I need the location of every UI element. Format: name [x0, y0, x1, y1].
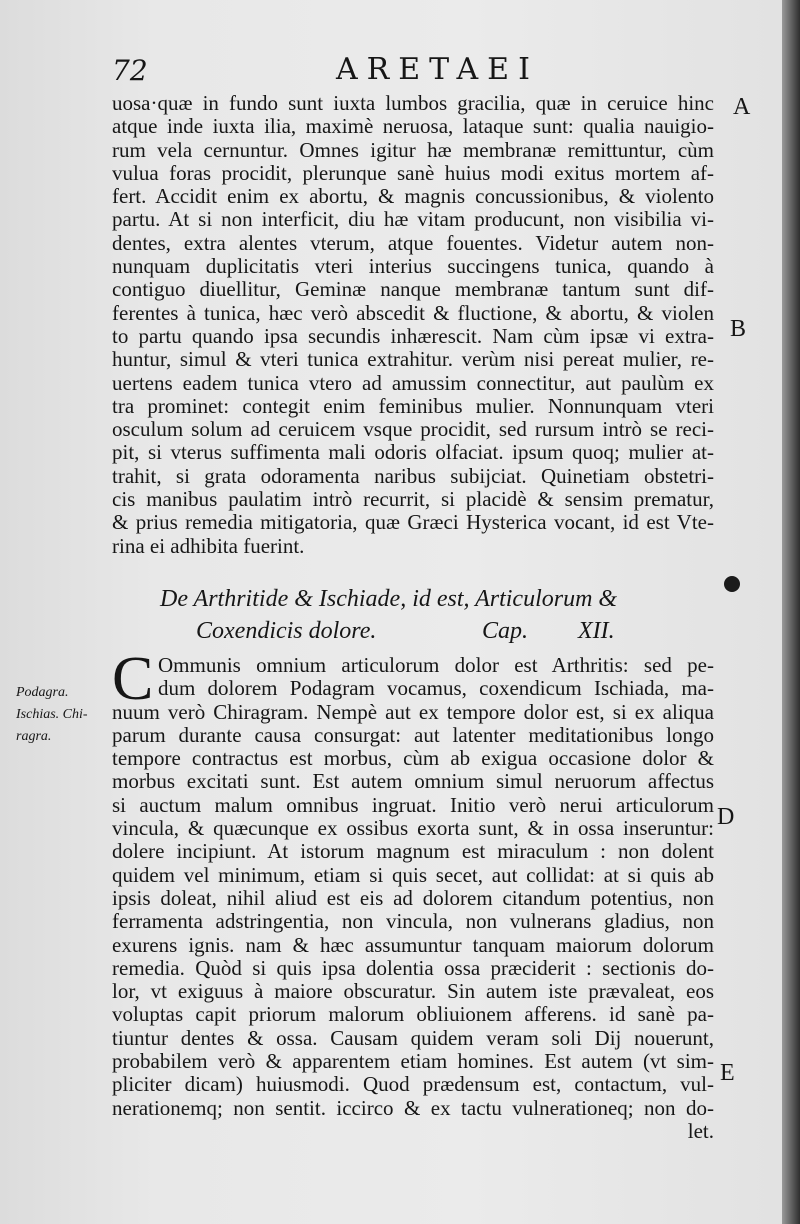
chapter-heading [160, 583, 680, 647]
text-line: vincula, & quæcunque ex ossibus exorta sunt, & in ossa inseruntur: [112, 817, 714, 841]
margin-note [16, 682, 116, 748]
text-line: parum durante causa consurgat: aut latenter meditationibus longo [112, 723, 714, 747]
text-line: quidem vel minimum, etiam si quis secet, aut collidat: at si quis ab [112, 863, 714, 887]
text-line: tra prominet: contegit enim feminibus mulier. Nonnunquam vteri [112, 394, 714, 418]
text-line: ferramenta adstringentia, non vincula, non vulnerans gladius, non [112, 910, 714, 934]
text-line: dentes, extra alentes vterum, atque fouentes. Videtur autem non- [112, 231, 714, 255]
margin-letter-b: B [730, 316, 747, 342]
text-line: contiguo diuellitur, Geminæ nanque membranæ tantum sunt dif- [112, 278, 714, 302]
chapter-cap-label: Cap. [482, 618, 529, 644]
text-line: fert. Accidit enim ex abortu, & magnis concussionibus, & violento [112, 185, 714, 209]
margin-letter-e: E [720, 1060, 735, 1086]
text-line: si auctum malum omnibus ingruat. Initio verò nerui articulorum [112, 793, 714, 817]
margin-note-line-3: ragra. [16, 729, 52, 744]
text-line: pliciter dicam) huiusmodi. Quod prædensum est, contactum, vul- [112, 1073, 714, 1097]
text-line: to partu quando ipsa secundis inhærescit. Nam cùm ipsæ vi extra- [112, 324, 714, 348]
text-line: morbus excitati sunt. Est autem omnium simul neruorum affectus [112, 770, 714, 794]
page-edge-shadow [782, 0, 800, 1224]
text-line: dolere incipiunt. At istorum magnum est miraculum : non dolent [112, 840, 714, 864]
text-line: lor, vt exiguus à maiore obscuratur. Sin autem iste prævaleat, eos [112, 980, 714, 1004]
drop-cap: C [112, 645, 154, 713]
margin-note-line-1: Podagra. [16, 685, 69, 700]
text-line: osculum solum ad ceruicem vsque procidit, sed rursum intrò se reci- [112, 418, 714, 442]
text-line: trahit, si grata odoramenta naribus subijciat. Quinetiam obstetri- [112, 464, 714, 488]
margin-letter-d: D [717, 804, 735, 830]
text-line: tiuntur dentes & ossa. Causam quidem veram soli Dij nouerunt, [112, 1026, 714, 1050]
margin-note-line-2: Ischias. Chi- [16, 707, 88, 722]
text-line: huntur, simul & vteri tunica extrahitur. verùm nisi pereat mulier, re- [112, 348, 714, 372]
text-line: remedia. Quòd si quis ipsa dolentia ossa præciderit : sectionis do- [112, 956, 714, 980]
text-line-final: let. [687, 1119, 714, 1143]
paragraph-2 [112, 701, 714, 1144]
paragraph-1 [112, 92, 714, 558]
chapter-heading-line-1: De Arthritide & Ischiade, id est, Articulorum & [160, 586, 618, 612]
page-header [0, 50, 782, 94]
text-line: uertens eadem tunica vtero ad amussim connectitur, aut paulùm ex [112, 371, 714, 395]
margin-letter-a: A [733, 94, 751, 120]
text-line: dum dolorem Podagram vocamus, coxendicum Ischiada, ma- [158, 677, 714, 701]
text-line: probabilem verò & apparentem etiam homines. Est autem (vt sim- [112, 1050, 714, 1074]
text-line: tempore contractus est morbus, cùm ab exigua occasione dolor & [112, 747, 714, 771]
text-line: rina ei adhibita fuerint. [112, 534, 305, 558]
paragraph-2-indented [158, 654, 714, 701]
text-line: exurens ignis. nam & hæc assumuntur tanquam maiorum dolorum [112, 933, 714, 957]
chapter-heading-line-2 [160, 615, 680, 647]
text-line: uosa·quæ in fundo sunt iuxta lumbos gracilia, quæ in ceruice hinc [112, 92, 714, 115]
text-line: nunquam duplicitatis vteri interius succingens tunica, quando à [112, 255, 714, 279]
text-line: partu. At si non interficit, diu hæ vitam producunt, non visibilia vi- [112, 208, 714, 232]
text-line: rum vela cernuntur. Omnes igitur hæ membranæ remittuntur, cùm [112, 138, 714, 162]
running-title: ARETAEI [336, 52, 539, 87]
text-line: ferentes à tunica, hæc verò abscedit & fluctione, & abortu, & violen [112, 301, 714, 325]
text-line: nerationemq; non sentit. iccirco & ex tactu vulnerationeq; non do- [112, 1096, 714, 1120]
chapter-number: XII. [578, 618, 615, 644]
text-line: pit, si vterus suffimenta mali odoris olfaciat. ipsum quoq; mulier at- [112, 441, 714, 465]
text-line: nuum verò Chiragram. Nempè aut ex tempore dolor est, si ex aliqua [112, 700, 714, 724]
text-line: cis manibus paulatim intrò recurrit, si placidè & sensim prematur, [112, 488, 714, 512]
page-number: 72 [112, 54, 148, 87]
ink-blot [724, 576, 740, 592]
text-line: atque inde iuxta ilia, maximè neruosa, lataque sunt: qualia nauigio- [112, 115, 714, 139]
text-line: ipsis doleat, nihil aliud est eis ad dolorem citandum potentius, non [112, 886, 714, 910]
text-line: Ommunis omnium articulorum dolor est Arthritis: sed pe- [158, 654, 714, 677]
text-line: & prius remedia mitigatoria, quæ Græci Hysterica vocant, id est Vte- [112, 511, 714, 535]
chapter-title-end: Coxendicis dolore. [196, 618, 377, 644]
text-line: voluptas capit priorum malorum obliuionem afferens. id sanè pa- [112, 1003, 714, 1027]
text-line: vulua foras procidit, plerunque sanè huius modi exitus mortem af- [112, 161, 714, 185]
